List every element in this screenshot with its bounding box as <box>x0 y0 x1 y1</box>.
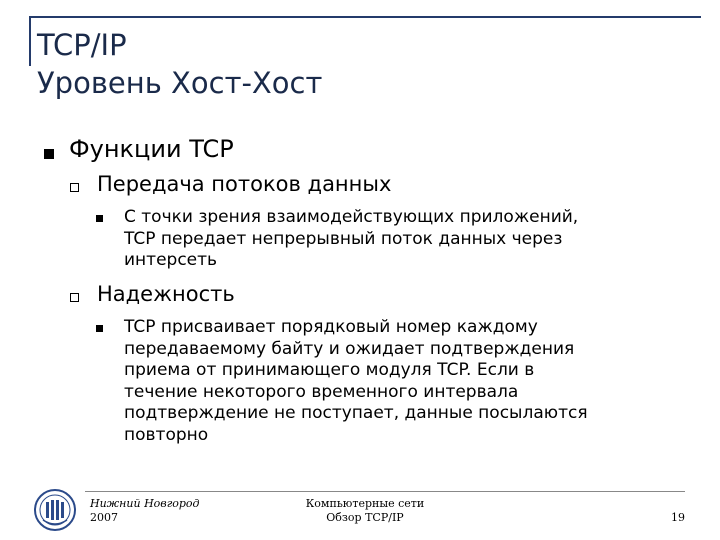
text-line: подтверждение не поступает, данные посылаются <box>124 403 588 423</box>
page-number: 19 <box>671 511 685 524</box>
text-line: TCP передает непрерывный поток данных через <box>124 228 563 249</box>
title-line-2: Уровень Хост-Хост <box>37 66 323 100</box>
bullet-level2-text: Надежность <box>97 282 235 306</box>
footer-divider <box>85 491 685 492</box>
slide-frame-left <box>29 16 31 66</box>
slide-frame-top <box>29 16 701 18</box>
text-line: течение некоторого временного интервала <box>124 381 519 402</box>
footer-left <box>90 497 200 525</box>
text-line: передаваемому байту и ожидает подтверждения <box>124 338 575 359</box>
square-bullet-icon <box>96 325 103 332</box>
slide-title <box>37 26 322 102</box>
university-logo-icon <box>33 488 77 532</box>
hollow-square-bullet-icon <box>70 183 79 192</box>
bullet-level3-text <box>124 317 588 446</box>
hollow-square-bullet-icon <box>70 293 79 302</box>
footer-center <box>300 497 430 525</box>
text-line: интерсеть <box>124 250 218 270</box>
title-line-1: TCP/IP <box>37 28 127 62</box>
footer-course: Компьютерные сети <box>305 497 425 510</box>
bullet-level2-text: Передача потоков данных <box>97 172 392 196</box>
square-bullet-icon <box>44 149 54 159</box>
footer-topic: Обзор TCP/IP <box>326 511 404 524</box>
footer-year: 2007 <box>90 511 118 524</box>
footer-location: Нижний Новгород <box>90 497 200 510</box>
bullet-level1-text: Функции TCP <box>69 135 234 163</box>
text-line: приема от принимающего модуля TCP. Если в <box>124 360 535 380</box>
text-line: повторно <box>124 424 209 445</box>
bullet-level3-text <box>124 207 578 272</box>
text-line: С точки зрения взаимодействующих приложений, <box>124 207 579 227</box>
square-bullet-icon <box>96 215 103 222</box>
text-line: TCP присваивает порядковый номер каждому <box>124 317 538 337</box>
